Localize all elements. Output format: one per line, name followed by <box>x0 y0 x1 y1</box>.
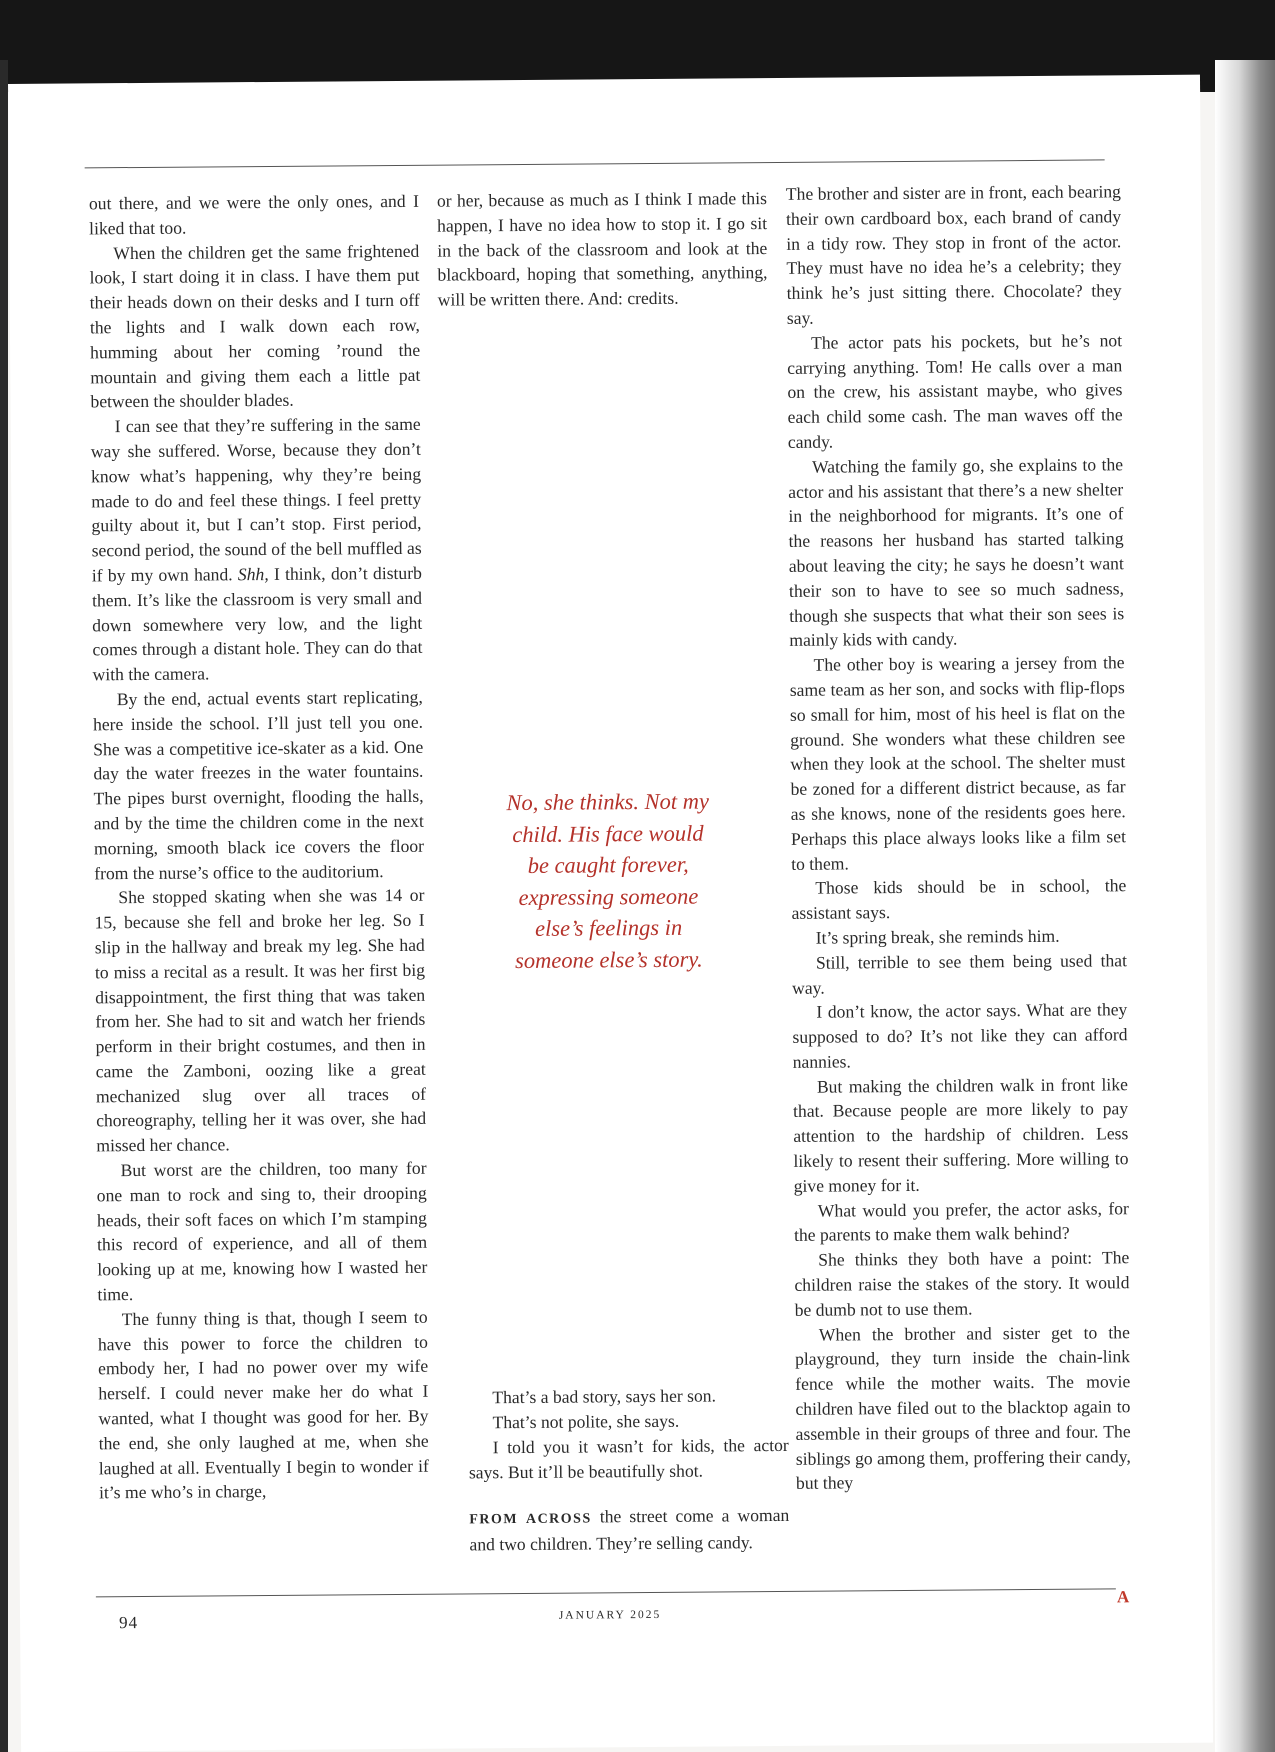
paragraph: That’s not polite, she says. <box>492 1410 680 1433</box>
page-number: 94 <box>119 1613 139 1633</box>
section-lead-in: FROM ACROSS <box>469 1511 592 1528</box>
italic-shh: Shh, <box>237 563 269 585</box>
paragraph: Still, terrible to see them being used that way. <box>792 949 1127 998</box>
paragraph: That’s a bad story, says her son. <box>492 1385 717 1408</box>
paragraph: The other boy is wearing a jersey from the same team as her son, and socks with flip-flops so small for him, most of his heel is flat on the ground. She wonders what these children see when they look at the school. The shelter must be zoned for a different district because, as far as she knows, none of the residents goes here. Perhaps this place always looks like a film set to them. <box>789 652 1127 874</box>
paragraph: It’s spring break, she reminds him. <box>815 925 1060 948</box>
scan-shadow-right <box>1215 60 1275 1752</box>
paragraph-text: I can see that they’re suffering in the same way she suffered. Worse, because they don’t know what’s happening, why they’re being made to do and feel these things. I feel pretty guilty about it, but I can’t stop. First period, second period, the sound of the bell muffled as if by my own hand. <box>90 413 422 586</box>
magazine-logo-mark: A <box>1116 1587 1130 1607</box>
paragraph: She stopped skating when she was 14 or 15, because she fell and broke her leg. So I slip in the hallway and break my leg. She had to miss a recital as a result. It was her first big disappointment, the first thing that was taken from her. She had to sit and watch her friends perform in their bright costumes, and then in came the Zamboni, oozing like a great mechanized slug over all traces of choreography, telling her it was over, she had missed her chance. <box>94 885 427 1156</box>
paragraph: or her, because as much as I think I made this happen, I have no idea how to stop it. I go sit in the back of the classroom and look at the blackboard, hoping that something, anything, will be written there. And: credits. <box>436 188 768 310</box>
paragraph <box>91 412 423 687</box>
bottom-rule <box>96 1588 1116 1597</box>
column-middle-bottom <box>468 1383 789 1558</box>
column-middle <box>437 186 768 313</box>
paragraph-text: I think, don’t disturb them. It’s like the classroom is very small and down somewhere very low, and the light comes through a distant hole. They can do that with the camera. <box>91 562 423 685</box>
paragraph: She thinks they both have a point: The children raise the stakes of the story. It would be dumb not to use them. <box>794 1247 1130 1320</box>
column-left <box>89 189 429 1506</box>
paragraph: I don’t know, the actor says. What are they supposed to do? It’s not like they can afford nannies. <box>792 999 1128 1072</box>
paragraph: The funny thing is that, though I seem to have this power to force the children to embody her, I had no power over my wife herself. I could never make her do what I wanted, what I thought was good for her. By the end, she only laughed at me, when she laughed at all. Eventually I begin to wonder if it’s me who’s in charge, <box>97 1306 429 1503</box>
paragraph: By the end, actual events start replicating, here inside the school. I’ll just tell you one. She was a competitive ice-skater as a kid. One day the water freezes in the water fountains. The pipes burst overnight, flooding the halls, and by the time the children come in the next morning, smooth black ice covers the floor from the nurse’s office to the auditorium. <box>92 686 425 883</box>
paragraph: When the brother and sister get to the playground, they turn inside the chain-link fence while the mother waits. The movie children have filed out to the blacktop again to assemble in their groups of three and four. The siblings go among them, proffering their candy, but they <box>794 1321 1131 1494</box>
paragraph: I told you it wasn’t for kids, the actor says. But it’ll be beautifully shot. <box>468 1434 789 1483</box>
pull-quote: No, she thinks. Not my child. His face would be caught forever, expressing someone else’s feelings in someone else’s story. <box>506 788 710 973</box>
paragraph: What would you prefer, the actor asks, for the parents to make them walk behind? <box>793 1197 1129 1246</box>
paragraph: But making the children walk in front like that. Because people are more likely to pay attention to the hardship of children. Less likely to resent their suffering. More willing to give money for it. <box>793 1073 1129 1196</box>
paragraph: Those kids should be in school, the assistant says. <box>791 875 1127 923</box>
top-rule <box>85 159 1105 168</box>
paragraph: Watching the family go, she explains to the actor and his assistant that there’s a new shelter in the neighborhood for migrants. It’s one of the reasons her husband has started talking about leaving the city; he says he doesn’t want their son to have to see so much sadness, though she suspects that what their son sees is mainly kids with candy. <box>788 454 1125 651</box>
column-right <box>786 179 1131 1496</box>
issue-date: JANUARY 2025 <box>558 1608 662 1622</box>
paragraph: But worst are the children, too many for one man to rock and sing to, their drooping heads, their soft faces on which I’m stamping this record of experience, and all of them looking up at me, knowing how I wasted her time. <box>96 1157 428 1305</box>
scan-border-left <box>0 60 8 1752</box>
paragraph-text: the street come a woman and two children. They’re selling candy. <box>469 1504 790 1555</box>
section-break-paragraph <box>469 1503 789 1558</box>
paragraph: The actor pats his pockets, but he’s not carrying anything. Tom! He calls over a man on the crew, his assistant maybe, who gives each child some cash. The man waves off the candy. <box>787 330 1123 452</box>
paragraph: out there, and we were the only ones, and I liked that too. <box>88 190 420 239</box>
magazine-page <box>8 75 1213 1752</box>
paragraph: The brother and sister are in front, each bearing their own cardboard box, each brand of candy in a tidy row. They stop in front of the actor. They must have no idea he’s a celebrity; they think he’s just sitting there. Chocolate? they say. <box>785 181 1122 328</box>
paragraph: When the children get the same frightened look, I start doing it in class. I have them put their heads down on their desks and I turn off the lights and I walk down each row, humming about her coming ’round the mountain and giving them each a little pat between the shoulder blades. <box>89 240 421 412</box>
